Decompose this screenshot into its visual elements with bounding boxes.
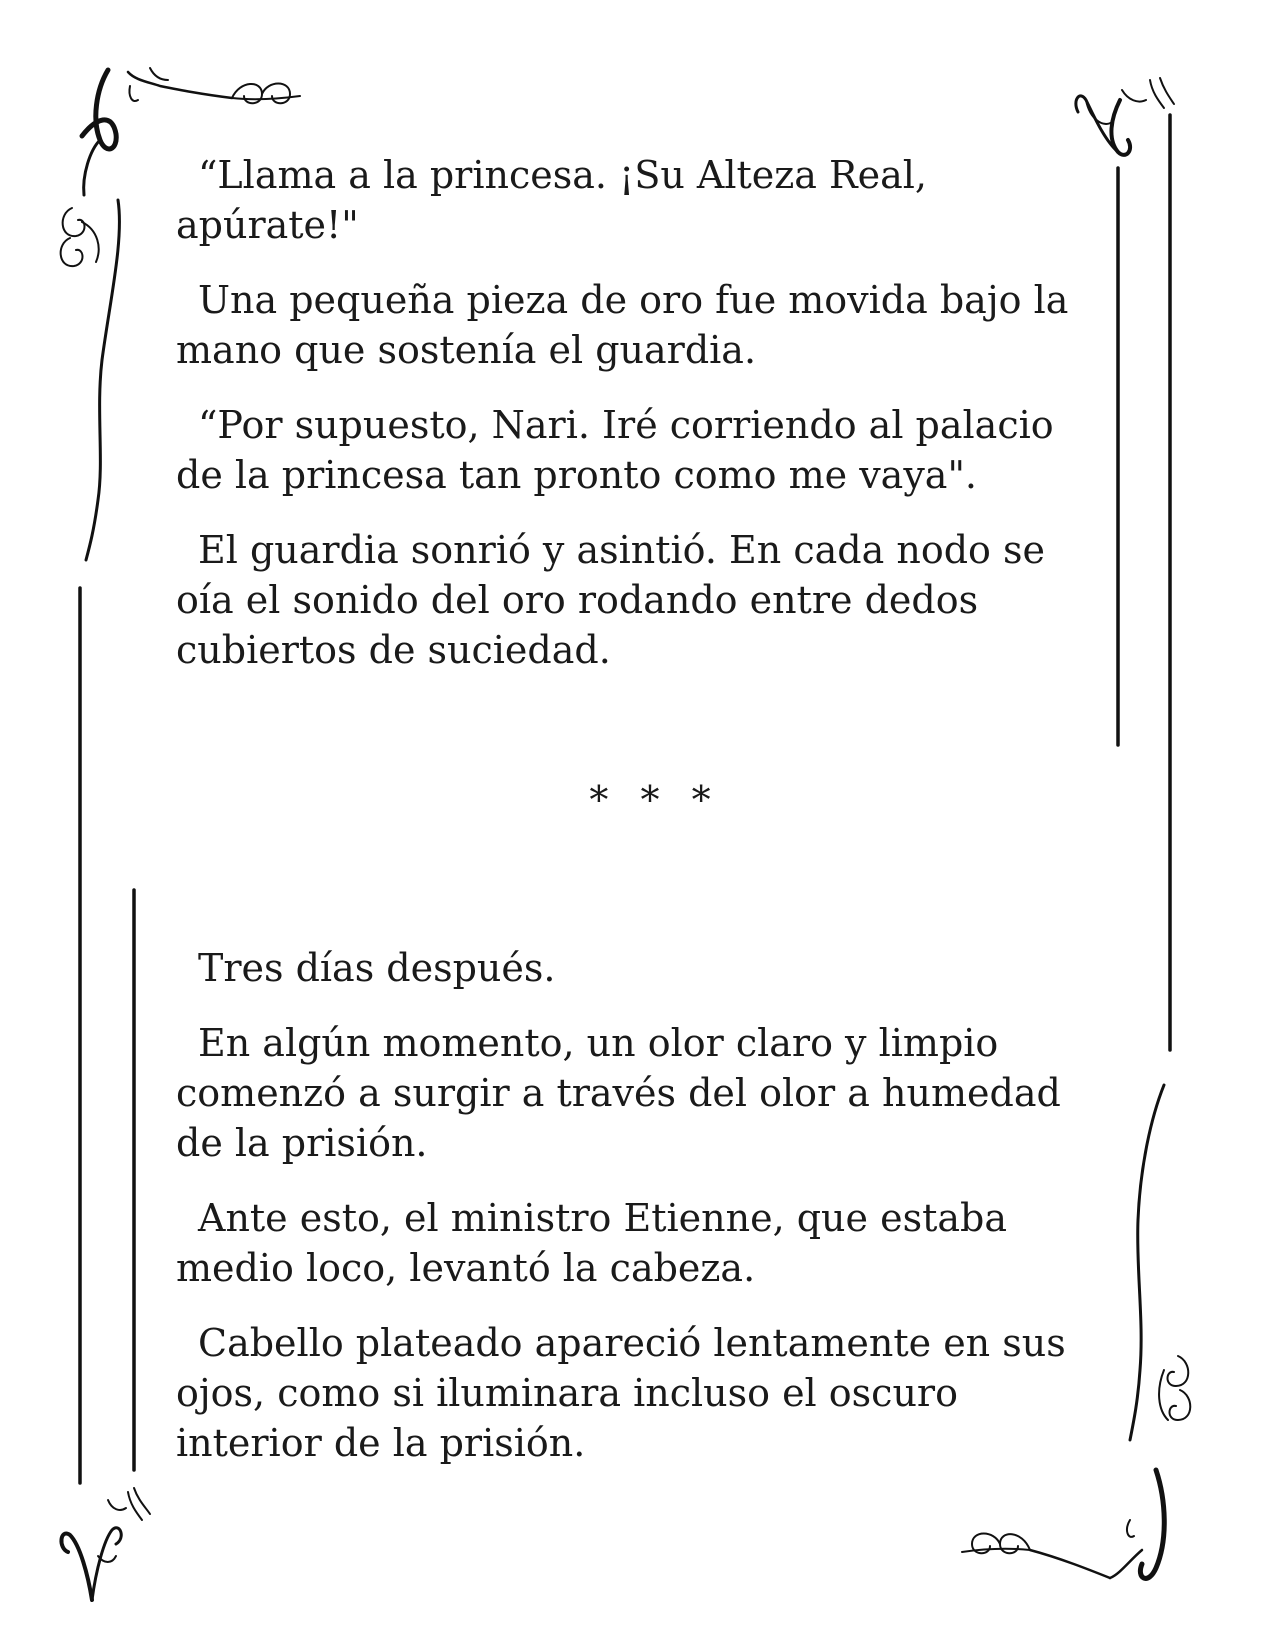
scene-separator: * * * (589, 778, 721, 822)
flourish-top-right-icon (1076, 78, 1174, 155)
paragraph: Una pequeña pieza de oro fue movida bajo la mano que sostenía el guardia. (176, 278, 1069, 372)
paragraph: “Por supuesto, Nari. Iré corriendo al palacio de la princesa tan pronto como me vaya". (176, 403, 1054, 497)
flourish-bottom-left-icon (61, 1488, 150, 1600)
paragraph: Tres días después. (198, 946, 556, 990)
paragraph: “Llama a la princesa. ¡Su Alteza Real, apúrate!" (176, 153, 928, 247)
paragraph: El guardia sonrió y asintió. En cada nodo se oía el sonido del oro rodando entre dedos cubiertos de suciedad. (176, 528, 1045, 672)
paragraph: En algún momento, un olor claro y limpio comenzó a surgir a través del olor a humedad de la prisión. (176, 1021, 1061, 1165)
paragraph: Cabello plateado apareció lentamente en sus ojos, como si iluminara incluso el oscuro interior de la prisión. (176, 1321, 1066, 1465)
paragraph: Ante esto, el ministro Etienne, que estaba medio loco, levantó la cabeza. (176, 1196, 1007, 1290)
story-text (176, 150, 1076, 1493)
